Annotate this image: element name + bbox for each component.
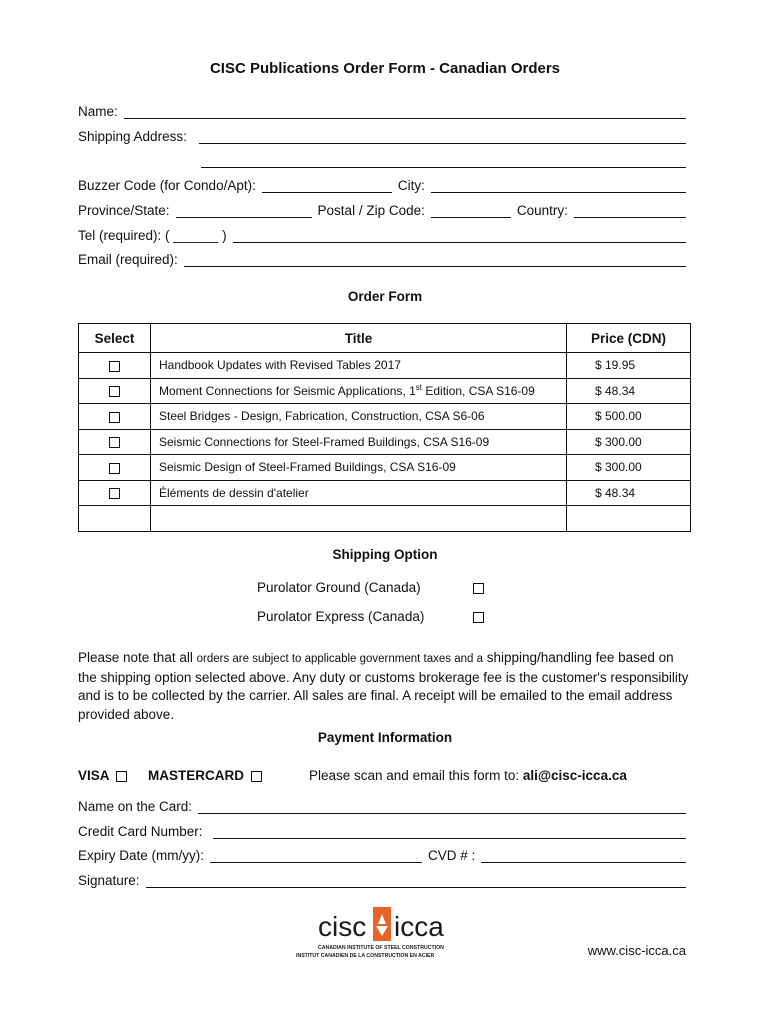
scan-text: Please scan and email this form to: [309, 768, 523, 783]
publication-title: Seismic Design of Steel-Framed Buildings, CSA S16-09 [151, 455, 567, 481]
buzzer-label: Buzzer Code (for Condo/Apt): [78, 178, 256, 193]
publication-title: Moment Connections for Seismic Applications, 1st Edition, CSA S16-09 [151, 378, 567, 404]
card-number-field[interactable] [78, 821, 686, 839]
select-checkbox[interactable] [109, 488, 120, 499]
name-on-card-label: Name on the Card: [78, 799, 193, 814]
logo-line-1: CANADIAN INSTITUTE OF STEEL CONSTRUCTION [318, 945, 444, 951]
email-field[interactable] [78, 249, 686, 267]
signature-field[interactable] [78, 870, 686, 888]
order-table-header [79, 324, 691, 353]
email-line[interactable] [184, 254, 686, 267]
logo-left-text: cisc [318, 911, 367, 942]
mastercard-checkbox[interactable] [251, 771, 262, 782]
terms-note [78, 649, 690, 724]
tel-field[interactable] [78, 225, 686, 243]
card-number-line[interactable] [213, 826, 686, 839]
buzzer-line[interactable] [262, 180, 392, 193]
select-checkbox[interactable] [109, 463, 120, 474]
publication-title: Seismic Connections for Steel-Framed Buildings, CSA S16-09 [151, 429, 567, 455]
cisc-logo-graphic [296, 904, 478, 960]
note-text-3: shipping/handling fee based on the shipping option selected above. Any duty or customs brokerage fee is the customer's responsibility and is to be collected by the carrier. All sales are final. A receipt will be emailed to the email address provided above. [78, 650, 689, 722]
publication-price: $ 19.95 [567, 353, 691, 379]
cvd-label: CVD # : [428, 848, 476, 863]
visa-option[interactable] [78, 768, 127, 783]
tel-line[interactable] [233, 230, 686, 243]
mastercard-label: MASTERCARD [148, 768, 244, 783]
publication-title: Éléments de dessin d'atelier [151, 480, 567, 506]
visa-checkbox[interactable] [116, 771, 127, 782]
publication-price: $ 300.00 [567, 455, 691, 481]
name-line[interactable] [124, 106, 686, 119]
logo-right-text: icca [394, 911, 444, 942]
cisc-logo [296, 904, 478, 960]
email-label: Email (required): [78, 252, 178, 267]
table-row [79, 429, 691, 455]
select-checkbox[interactable] [109, 412, 120, 423]
publication-price: $ 48.34 [567, 378, 691, 404]
contact-email[interactable]: ali@cisc-icca.ca [522, 768, 627, 783]
expiry-line[interactable] [210, 850, 422, 863]
name-field[interactable] [78, 101, 686, 119]
table-row-empty [79, 506, 691, 532]
table-row [79, 455, 691, 481]
note-text-1: Please note that all [78, 650, 197, 665]
signature-line[interactable] [146, 875, 686, 888]
publication-title: Handbook Updates with Revised Tables 2017 [151, 353, 567, 379]
table-row [79, 404, 691, 430]
logo-line-2: INSTITUT CANADIEN DE LA CONSTRUCTION EN ACIER [296, 953, 435, 959]
express-checkbox[interactable] [473, 612, 484, 623]
table-row [79, 378, 691, 404]
name-label: Name: [78, 104, 118, 119]
order-form-heading: Order Form [347, 289, 423, 304]
city-label: City: [397, 178, 425, 193]
publication-price: $ 48.34 [567, 480, 691, 506]
shipping-address-label: Shipping Address: [78, 129, 187, 144]
postal-label: Postal / Zip Code: [317, 203, 425, 218]
country-line[interactable] [574, 205, 686, 218]
card-number-label: Credit Card Number: [78, 824, 203, 839]
title-header: Title [151, 324, 567, 353]
buzzer-city-row [78, 175, 686, 193]
shipping-option-express: Purolator Express (Canada) [257, 609, 425, 624]
tel-label: Tel (required): ( ______ ) [78, 228, 227, 243]
shipping-option-ground: Purolator Ground (Canada) [257, 580, 421, 595]
postal-line[interactable] [431, 205, 511, 218]
select-header: Select [79, 324, 151, 353]
visa-label: VISA [78, 768, 110, 783]
publication-price: $ 500.00 [567, 404, 691, 430]
shipping-address-line-2[interactable] [201, 150, 686, 168]
city-line[interactable] [431, 180, 686, 193]
note-text-2: orders are subject to applicable government taxes and a [196, 653, 483, 665]
publication-title: Steel Bridges - Design, Fabrication, Construction, CSA S6-06 [151, 404, 567, 430]
table-row [79, 353, 691, 379]
select-checkbox[interactable] [109, 437, 120, 448]
table-row [79, 480, 691, 506]
scan-instruction [309, 768, 627, 783]
payment-heading: Payment Information [317, 730, 453, 745]
select-checkbox[interactable] [109, 361, 120, 372]
province-label: Province/State: [78, 203, 170, 218]
province-row [78, 200, 686, 218]
select-checkbox[interactable] [109, 386, 120, 397]
shipping-address-line-2-rule[interactable] [201, 155, 686, 168]
shipping-address-line[interactable] [199, 131, 686, 144]
shipping-address-field[interactable] [78, 126, 686, 144]
shipping-heading: Shipping Option [332, 547, 438, 562]
expiry-row [78, 845, 686, 863]
province-line[interactable] [176, 205, 312, 218]
ground-checkbox[interactable] [473, 583, 484, 594]
name-on-card-line[interactable] [198, 801, 686, 814]
price-header: Price (CDN) [567, 324, 691, 353]
cvd-line[interactable] [481, 850, 686, 863]
publication-price: $ 300.00 [567, 429, 691, 455]
expiry-label: Expiry Date (mm/yy): [78, 848, 205, 863]
name-on-card-field[interactable] [78, 796, 686, 814]
page-title: CISC Publications Order Form - Canadian Orders [209, 60, 561, 77]
signature-label: Signature: [78, 873, 140, 888]
mastercard-option[interactable] [148, 768, 262, 783]
order-table [78, 323, 691, 532]
website-link[interactable]: www.cisc-icca.ca [587, 943, 686, 958]
country-label: Country: [516, 203, 568, 218]
